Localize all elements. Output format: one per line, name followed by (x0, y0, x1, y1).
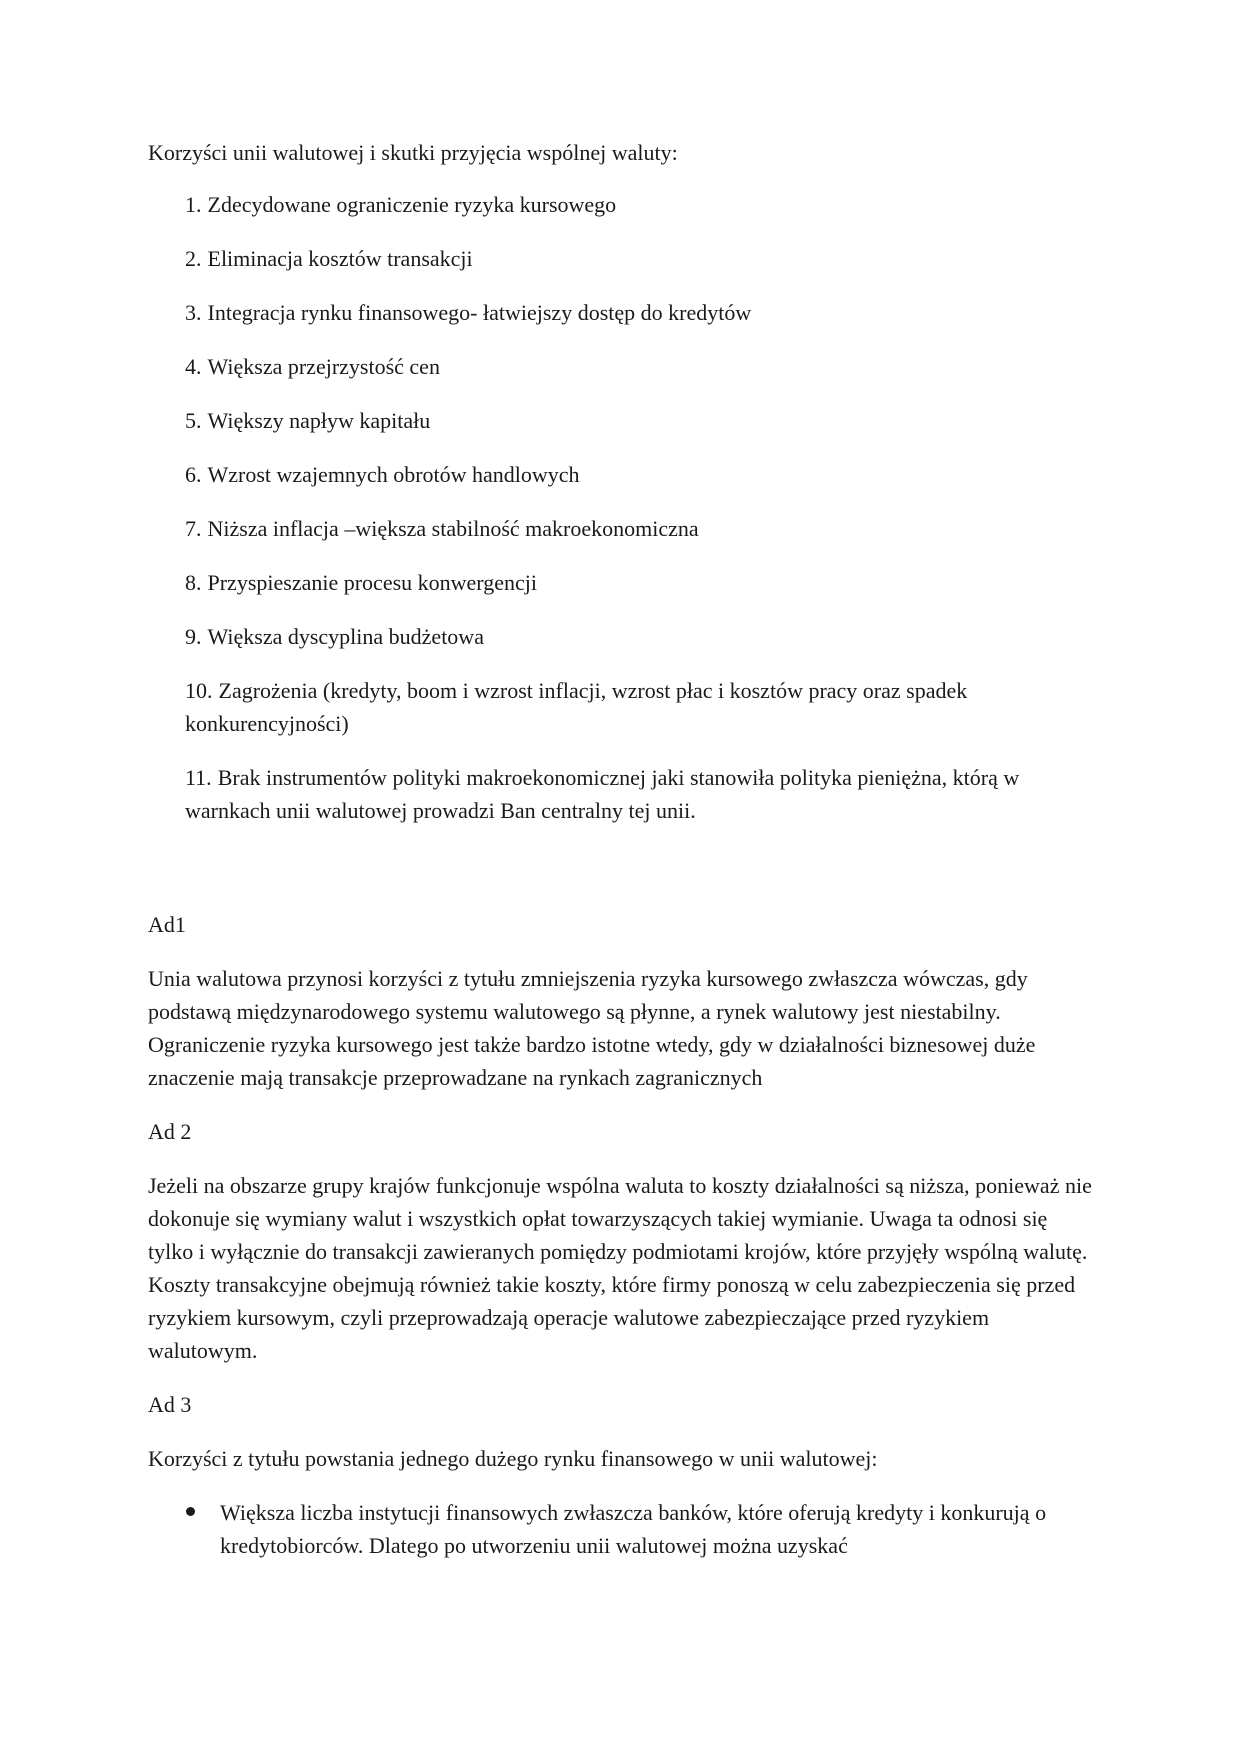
list-item (185, 188, 1098, 221)
intro-text: Korzyści unii walutowej i skutki przyjęcia wspólnej waluty: (148, 140, 678, 165)
document-page (148, 136, 1098, 1562)
list-item-number: 7. (185, 516, 202, 541)
list-item-number: 9. (185, 624, 202, 649)
list-item-number: 10. (185, 678, 213, 703)
list-item-text: Eliminacja kosztów transakcji (207, 246, 473, 271)
list-item (185, 350, 1098, 383)
list-item-number: 11. (185, 765, 212, 790)
list-item-text: Zdecydowane ograniczenie ryzyka kursowego (207, 192, 617, 217)
section-paragraph-ad2: Jeżeli na obszarze grupy krajów funkcjonuje wspólna waluta to koszty działalności są niższa, ponieważ nie dokonuje się wymiany walut i wszystkich opłat towarzyszących takiej wymianie. Uwaga ta odnosi się tylko i wyłącznie do transakcji zawieranych pomiędzy podmiotami krojów, które przyjęły wspólną walutę. Koszty transakcyjne obejmują również takie koszty, które firmy ponoszą w celu zabezpieczenia się przed ryzykiem kursowym, czyli przeprowadzają operacje walutowe zabezpieczające przed ryzykiem walutowym. (148, 1173, 1092, 1363)
list-item-text: Większy napływ kapitału (207, 408, 431, 433)
list-item-text: Większa przejrzystość cen (207, 354, 440, 379)
list-item-text: Niższa inflacja –większa stabilność makroekonomiczna (207, 516, 699, 541)
list-item-text: Brak instrumentów polityki makroekonomicznej jaki stanowiła polityka pieniężna, którą w warnkach unii walutowej prowadzi Ban centralny tej unii. (185, 765, 1020, 823)
list-item-number: 8. (185, 570, 202, 595)
list-item-text: Większa dyscyplina budżetowa (207, 624, 484, 649)
list-item-number: 1. (185, 192, 202, 217)
list-item (185, 296, 1098, 329)
list-item (185, 620, 1098, 653)
bullet-item (186, 1496, 1098, 1562)
list-item-text: Przyspieszanie procesu konwergencji (207, 570, 537, 595)
list-item-number: 6. (185, 462, 202, 487)
bullet-dot-icon (186, 1507, 195, 1516)
list-item (185, 674, 1098, 740)
list-item (185, 242, 1098, 275)
benefits-list (148, 188, 1098, 827)
list-item-text: Integracja rynku finansowego- łatwiejszy dostęp do kredytów (207, 300, 752, 325)
list-item-number: 5. (185, 408, 202, 433)
section-heading-ad2: Ad 2 (148, 1119, 192, 1144)
section-paragraph-ad1: Unia walutowa przynosi korzyści z tytułu zmniejszenia ryzyka kursowego zwłaszcza wówczas, gdy podstawą międzynarodowego systemu walutowego są płynne, a rynek walutowy jest niestabilny. Ograniczenie ryzyka kursowego jest także bardzo istotne wtedy, gdy w działalności biznesowej duże znaczenie mają transakcje przeprowadzane na rynkach zagranicznych (148, 966, 1036, 1090)
list-item-number: 4. (185, 354, 202, 379)
bullet-list (148, 1496, 1098, 1562)
list-item (185, 761, 1098, 827)
section-paragraph-ad3: Korzyści z tytułu powstania jednego dużego rynku finansowego w unii walutowej: (148, 1446, 878, 1471)
list-item (185, 512, 1098, 545)
list-item-text: Zagrożenia (kredyty, boom i wzrost inflacji, wzrost płac i kosztów pracy oraz spadek konkurencyjności) (185, 678, 968, 736)
blank-line (148, 848, 1098, 908)
list-item-number: 2. (185, 246, 202, 271)
list-item (185, 458, 1098, 491)
list-item-text: Wzrost wzajemnych obrotów handlowych (207, 462, 580, 487)
list-item (185, 404, 1098, 437)
list-item-number: 3. (185, 300, 202, 325)
bullet-item-text: Większa liczba instytucji finansowych zwłaszcza banków, które oferują kredyty i konkurują o kredytobiorców. Dlatego po utworzeniu unii walutowej można uzyskać (220, 1500, 1047, 1558)
section-heading-ad1: Ad1 (148, 912, 186, 937)
list-item (185, 566, 1098, 599)
section-heading-ad3: Ad 3 (148, 1392, 192, 1417)
